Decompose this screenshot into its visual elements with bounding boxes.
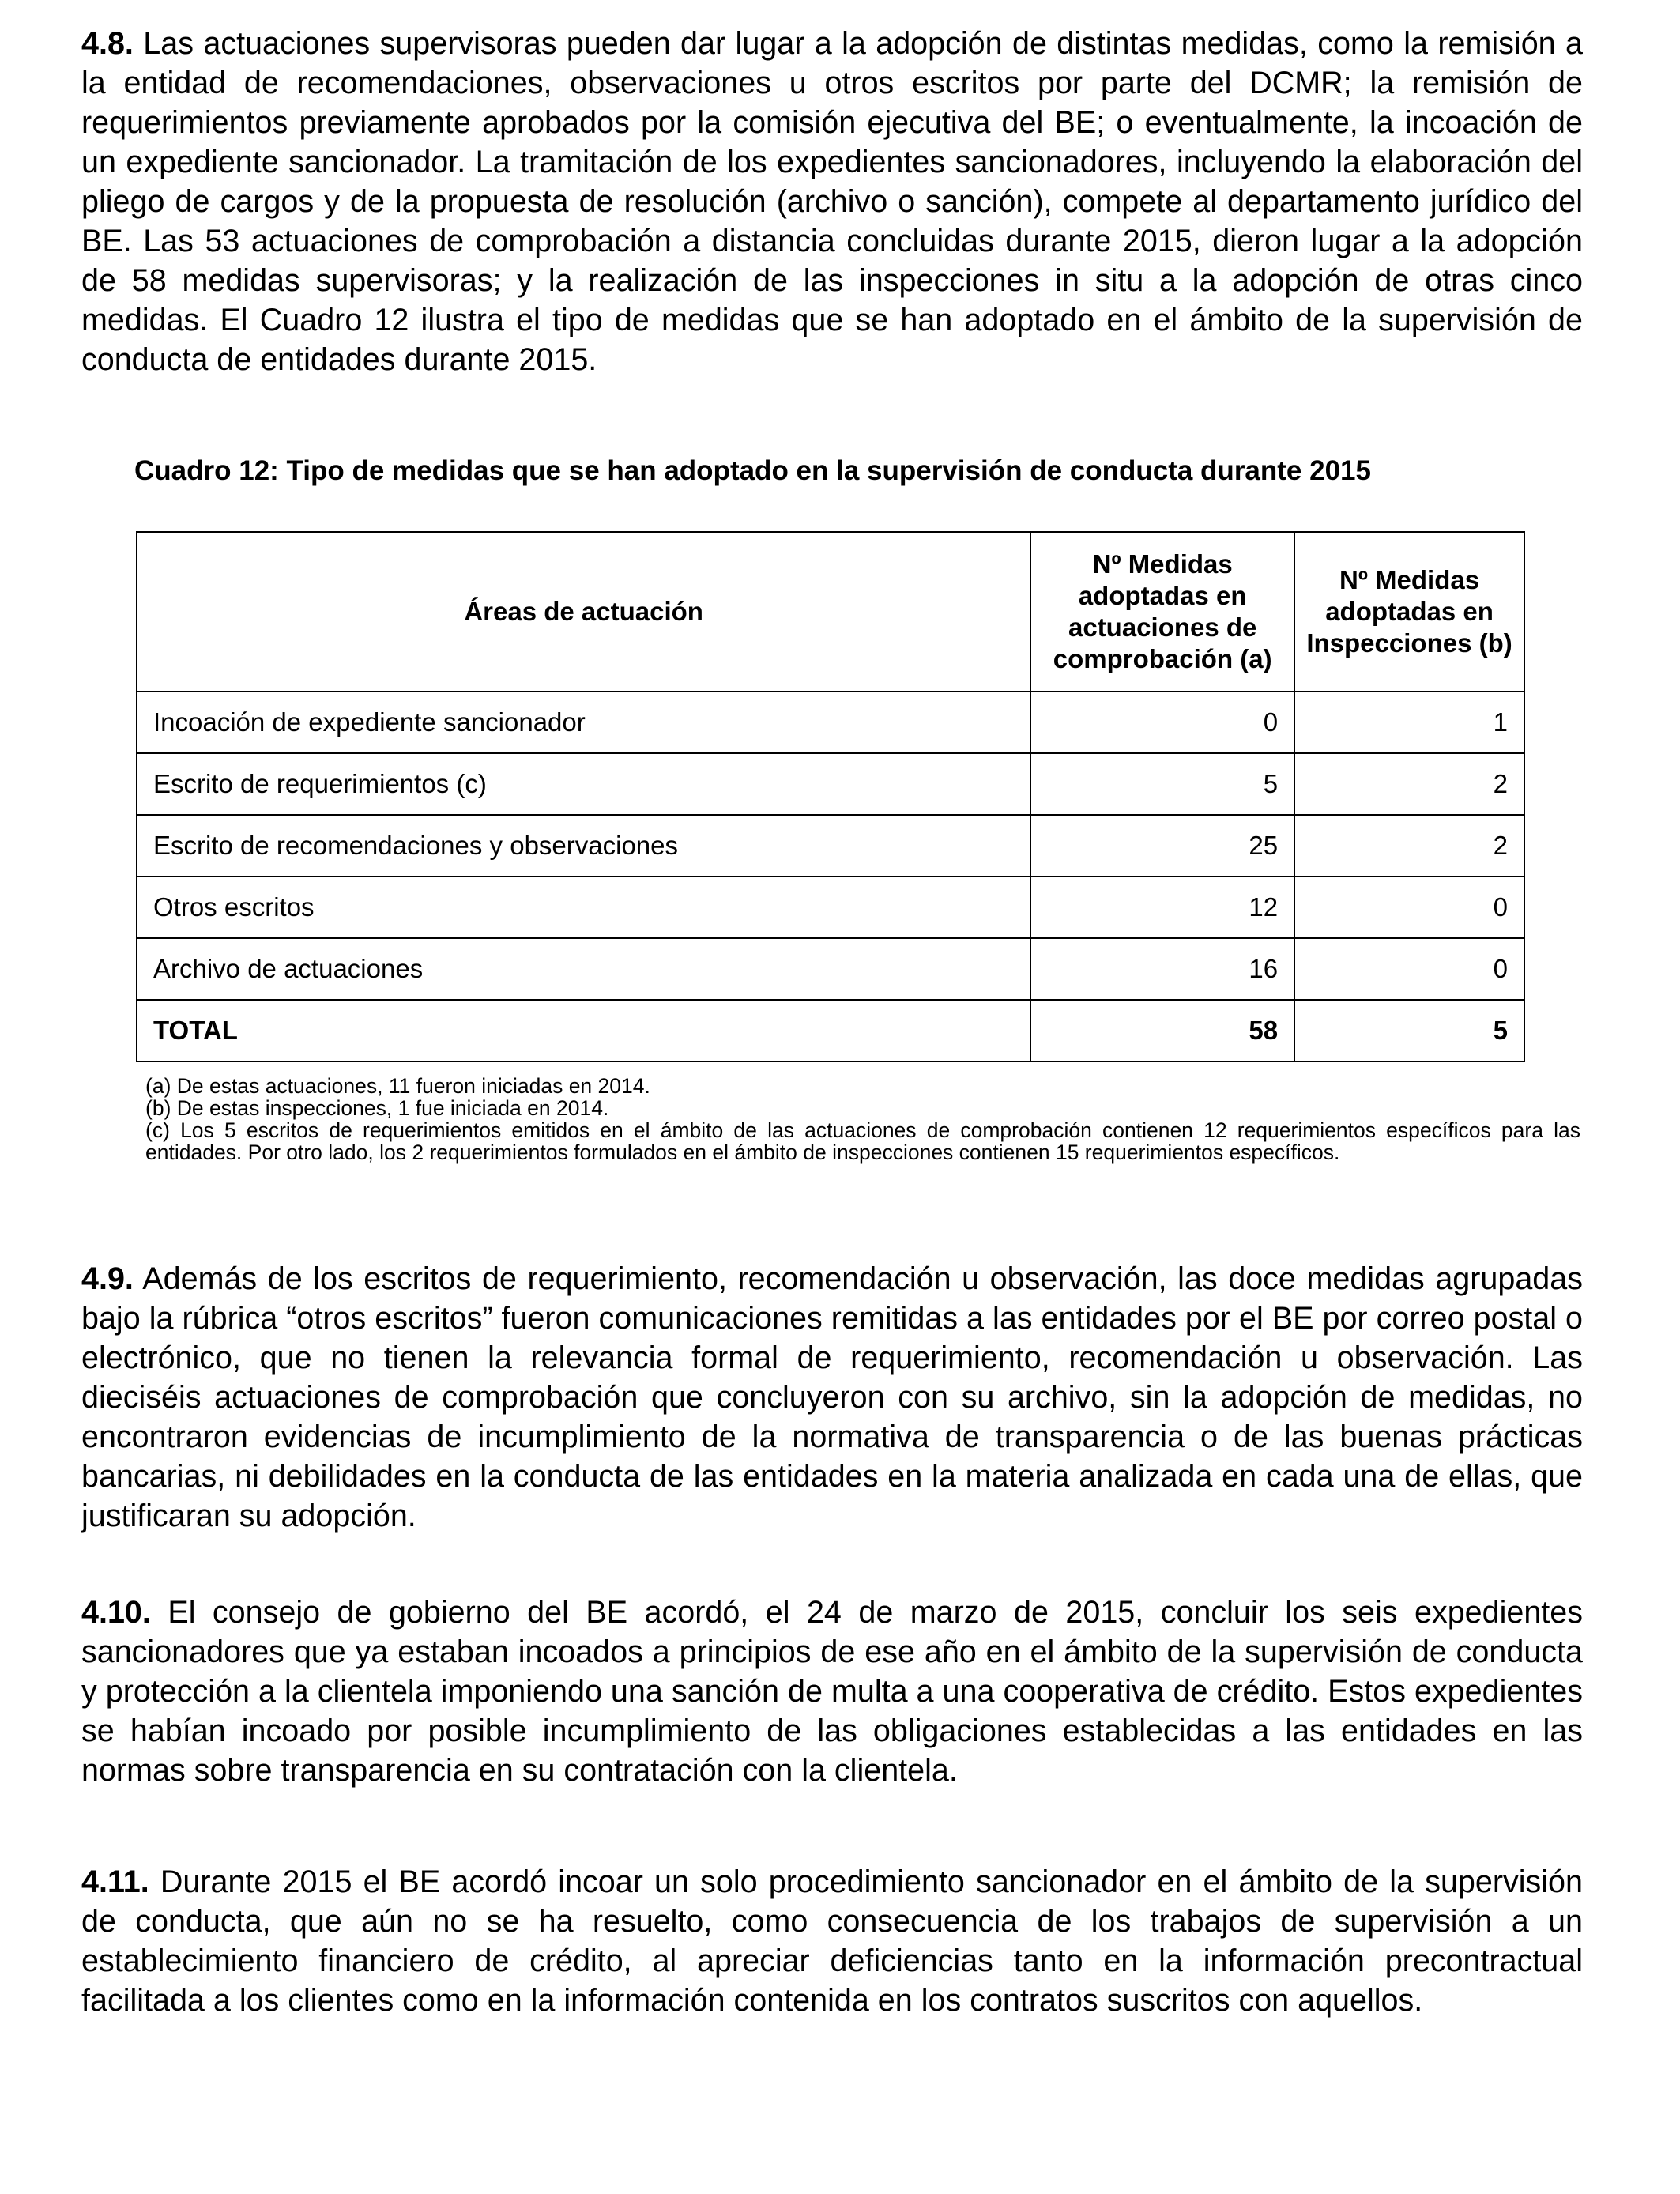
table-row (137, 753, 1524, 815)
measures-table (136, 531, 1525, 1062)
row-area: Escrito de requerimientos (c) (137, 753, 1030, 815)
row-value-a: 0 (1030, 692, 1294, 753)
footnote-a: (a) De estas actuaciones, 11 fueron iniciadas en 2014. (145, 1074, 650, 1098)
row-area: Archivo de actuaciones (137, 938, 1030, 1000)
caption-title: Tipo de medidas que se han adoptado en la supervisión de conducta durante 2015 (278, 455, 1371, 486)
total-value-b: 5 (1294, 1000, 1524, 1061)
table-row (137, 876, 1524, 938)
row-value-a: 12 (1030, 876, 1294, 938)
row-value-a: 5 (1030, 753, 1294, 815)
table-total-row (137, 1000, 1524, 1061)
paragraph-4-8 (81, 24, 1583, 379)
paragraph-4-10 (81, 1593, 1583, 1790)
header-areas: Áreas de actuación (137, 532, 1030, 692)
caption-lead: Cuadro 12: (134, 455, 279, 486)
table-row (137, 692, 1524, 753)
header-comprobacion: Nº Medidas adoptadas en actuaciones de comprobación (a) (1030, 532, 1294, 692)
footnote-c: (c) Los 5 escritos de requerimientos emitidos en el ámbito de las actuaciones de comprobación contienen 12 requerimientos específicos para las entidades. Por otro lado, los 2 requerimientos formulados en el ámbito de inspecciones contienen 15 requerimientos específicos. (145, 1118, 1580, 1164)
table-header-row (137, 532, 1524, 692)
row-area: Otros escritos (137, 876, 1030, 938)
row-area: Escrito de recomendaciones y observaciones (137, 815, 1030, 876)
paragraph-number: 4.10. (81, 1595, 151, 1630)
row-area: Incoación de expediente sancionador (137, 692, 1030, 753)
paragraph-text: Durante 2015 el BE acordó incoar un solo procedimiento sancionador en el ámbito de la supervisión de conducta, que aún no se ha resuelto, como consecuencia de los trabajos de supervisión a un establecimiento financiero de crédito, al apreciar deficiencias tanto en la información precontractual facilitada a los clientes como en la información contenida en los contratos suscritos con aquellos. (81, 1864, 1583, 2018)
row-value-b: 0 (1294, 876, 1524, 938)
row-value-b: 2 (1294, 815, 1524, 876)
total-value-a: 58 (1030, 1000, 1294, 1061)
paragraph-text: El consejo de gobierno del BE acordó, el 24 de marzo de 2015, concluir los seis expedientes sancionadores que ya estaban incoados a principios de ese año en el ámbito de la supervisión de conducta y protección a la clientela imponiendo una sanción de multa a una cooperativa de crédito. Estos expedientes se habían incoado por posible incumplimiento de las obligaciones establecidas a las entidades en las normas sobre transparencia en su contratación con la clientela. (81, 1595, 1584, 1788)
paragraph-number: 4.11. (81, 1864, 149, 1899)
paragraph-text: Las actuaciones supervisoras pueden dar lugar a la adopción de distintas medidas, como la remisión a la entidad de recomendaciones, observaciones u otros escritos por parte del DCMR; la remisión de requerimientos previamente aprobados por la comisión ejecutiva del BE; o eventualmente, la incoación de un expediente sancionador. La tramitación de los expedientes sancionadores, incluyendo la elaboración del pliego de cargos y de la propuesta de resolución (archivo o sanción), compete al departamento jurídico del BE. Las 53 actuaciones de comprobación a distancia concluidas durante 2015, dieron lugar a la adopción de 58 medidas supervisoras; y la realización de las inspecciones in situ a la adopción de otras cinco medidas. El Cuadro 12 ilustra el tipo de medidas que se han adoptado en el ámbito de la supervisión de conducta de entidades durante 2015. (81, 26, 1583, 377)
total-label: TOTAL (137, 1000, 1030, 1061)
row-value-b: 2 (1294, 753, 1524, 815)
table-caption (134, 455, 1557, 487)
table-row (137, 938, 1524, 1000)
paragraph-text: Además de los escritos de requerimiento, recomendación u observación, las doce medidas agrupadas bajo la rúbrica “otros escritos” fueron comunicaciones remitidas a las entidades por el BE por correo postal o electrónico, que no tienen la relevancia formal de requerimiento, recomendación u observación. Las dieciséis actuaciones de comprobación que concluyeron con su archivo, sin la adopción de medidas, no encontraron evidencias de incumplimiento de la normativa de transparencia o de las buenas prácticas bancarias, ni debilidades en la conducta de las entidades en la materia analizada en cada una de ellas, que justificaran su adopción. (81, 1261, 1583, 1533)
footnote-b: (b) De estas inspecciones, 1 fue iniciada en 2014. (145, 1096, 609, 1120)
table-footnotes (145, 1075, 1580, 1163)
header-inspecciones: Nº Medidas adoptadas en Inspecciones (b) (1294, 532, 1524, 692)
paragraph-number: 4.8. (81, 26, 134, 61)
row-value-a: 25 (1030, 815, 1294, 876)
table-row (137, 815, 1524, 876)
row-value-b: 1 (1294, 692, 1524, 753)
paragraph-number: 4.9. (81, 1261, 134, 1296)
row-value-a: 16 (1030, 938, 1294, 1000)
paragraph-4-9 (81, 1259, 1583, 1536)
row-value-b: 0 (1294, 938, 1524, 1000)
paragraph-4-11 (81, 1862, 1583, 2020)
